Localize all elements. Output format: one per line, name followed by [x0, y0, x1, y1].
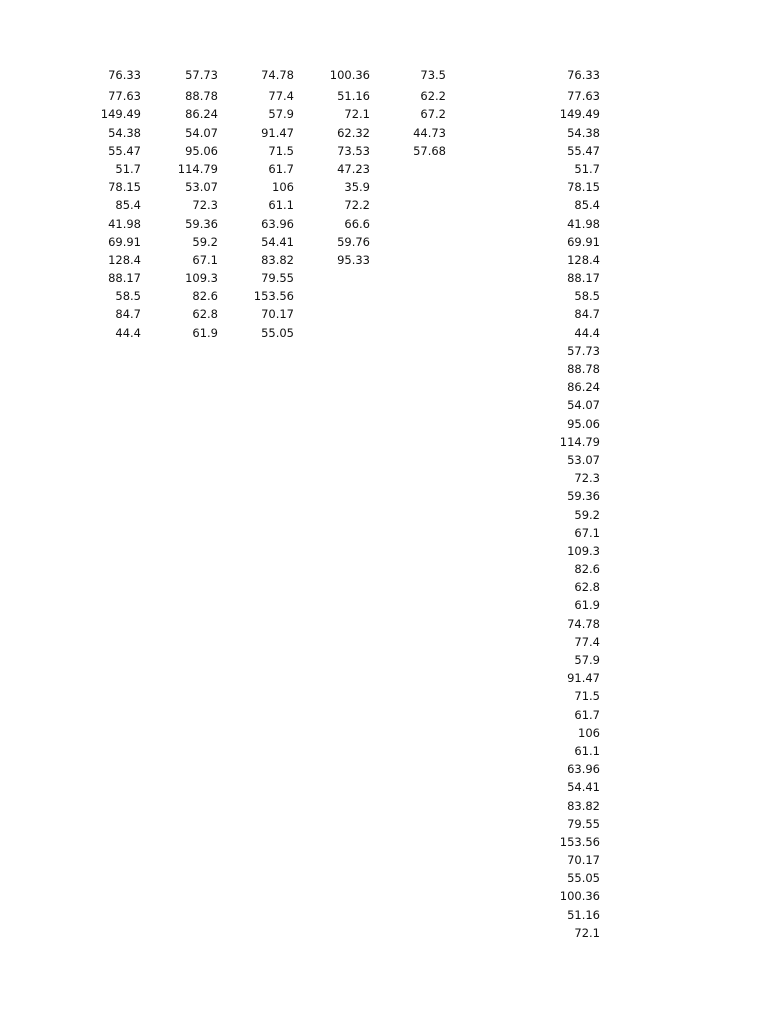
- value-cell: 82.6: [574, 562, 600, 577]
- value-cell: 72.1: [344, 107, 370, 122]
- value-cell: 41.98: [108, 216, 141, 231]
- value-cell: 84.7: [115, 307, 141, 322]
- value-cell: 88.78: [185, 89, 218, 104]
- value-cell: 83.82: [567, 798, 600, 813]
- value-cell: 62.8: [574, 580, 600, 595]
- value-cell: 63.96: [261, 216, 294, 231]
- value-cell: 82.6: [192, 289, 218, 304]
- value-cell: 128.4: [108, 252, 141, 267]
- value-cell: 78.15: [108, 180, 141, 195]
- value-cell: 79.55: [567, 816, 600, 831]
- value-cell: 67.2: [420, 107, 446, 122]
- value-cell: 77.4: [574, 634, 600, 649]
- value-cell: 44.4: [574, 325, 600, 340]
- value-cell: 51.16: [337, 89, 370, 104]
- value-cell: 53.07: [567, 452, 600, 467]
- value-cell: 70.17: [261, 307, 294, 322]
- value-cell: 73.53: [337, 143, 370, 158]
- value-cell: 51.7: [115, 161, 141, 176]
- value-cell: 44.73: [413, 125, 446, 140]
- value-cell: 61.1: [574, 743, 600, 758]
- value-cell: 57.9: [574, 653, 600, 667]
- value-cell: 114.79: [559, 434, 600, 449]
- value-cell: 77.63: [108, 89, 141, 104]
- value-cell: 77.63: [567, 89, 600, 104]
- data-column-5: [356, 66, 446, 160]
- value-cell: 72.1: [574, 925, 600, 940]
- value-cell: 54.38: [108, 125, 141, 140]
- value-cell: 86.24: [567, 380, 600, 395]
- value-cell: 95.06: [567, 416, 600, 431]
- value-cell: 69.91: [567, 234, 600, 249]
- value-cell: 66.6: [344, 216, 370, 231]
- value-cell: 76.33: [108, 68, 141, 82]
- value-cell: 58.5: [574, 289, 600, 304]
- value-cell: 61.7: [574, 707, 600, 722]
- value-cell: 153.56: [253, 289, 294, 304]
- value-cell: 59.2: [574, 507, 600, 522]
- value-cell: 57.73: [185, 68, 218, 82]
- value-cell: 72.3: [574, 471, 600, 486]
- value-cell: 41.98: [567, 216, 600, 231]
- value-cell: 106: [578, 725, 600, 740]
- value-cell: 62.8: [192, 307, 218, 322]
- value-cell: 86.24: [185, 107, 218, 122]
- value-cell: 54.41: [567, 780, 600, 795]
- value-cell: 35.9: [344, 180, 370, 195]
- value-cell: 85.4: [115, 198, 141, 213]
- value-cell: 59.36: [185, 216, 218, 231]
- value-cell: 72.2: [344, 198, 370, 213]
- value-cell: 54.41: [261, 234, 294, 249]
- value-cell: 71.5: [574, 689, 600, 704]
- value-cell: 55.05: [261, 325, 294, 340]
- value-cell: 91.47: [261, 125, 294, 140]
- value-cell: 53.07: [185, 180, 218, 195]
- value-cell: 44.4: [115, 325, 141, 340]
- value-cell: 57.73: [567, 343, 600, 358]
- value-cell: 100.36: [329, 68, 370, 82]
- value-cell: 61.9: [574, 598, 600, 613]
- value-cell: 51.16: [567, 907, 600, 922]
- value-cell: 55.47: [567, 143, 600, 158]
- value-cell: 59.76: [337, 234, 370, 249]
- value-cell: 55.05: [567, 871, 600, 886]
- value-cell: 54.38: [567, 125, 600, 140]
- value-cell: 54.07: [567, 398, 600, 413]
- value-cell: 88.17: [108, 271, 141, 286]
- value-cell: 63.96: [567, 762, 600, 777]
- value-cell: 59.36: [567, 489, 600, 504]
- value-cell: 95.33: [337, 252, 370, 267]
- value-cell: 109.3: [567, 543, 600, 558]
- value-cell: 55.47: [108, 143, 141, 158]
- value-cell: 149.49: [559, 107, 600, 122]
- value-cell: 78.15: [567, 180, 600, 195]
- value-cell: 57.68: [413, 143, 446, 158]
- value-cell: 61.7: [268, 161, 294, 176]
- value-cell: 76.33: [567, 68, 600, 82]
- value-cell: 74.78: [567, 616, 600, 631]
- value-cell: 91.47: [567, 671, 600, 686]
- value-cell: 109.3: [185, 271, 218, 286]
- value-cell: 149.49: [100, 107, 141, 122]
- value-cell: 100.36: [559, 889, 600, 904]
- value-cell: 77.4: [268, 89, 294, 104]
- value-cell: 70.17: [567, 853, 600, 868]
- value-cell: 54.07: [185, 125, 218, 140]
- value-cell: 88.78: [567, 362, 600, 376]
- value-cell: 61.1: [268, 198, 294, 213]
- value-cell: 85.4: [574, 198, 600, 213]
- value-cell: 51.7: [574, 161, 600, 176]
- value-cell: 71.5: [268, 143, 294, 158]
- value-cell: 62.2: [420, 89, 446, 104]
- value-cell: 88.17: [567, 271, 600, 286]
- value-cell: 61.9: [192, 325, 218, 340]
- value-cell: 153.56: [559, 834, 600, 849]
- value-cell: 74.78: [261, 68, 294, 82]
- value-cell: 128.4: [567, 252, 600, 267]
- value-cell: 58.5: [115, 289, 141, 304]
- value-cell: 84.7: [574, 307, 600, 322]
- value-cell: 83.82: [261, 252, 294, 267]
- value-cell: 79.55: [261, 271, 294, 286]
- value-cell: 106: [272, 180, 294, 195]
- value-cell: 59.2: [192, 234, 218, 249]
- value-cell: 47.23: [337, 161, 370, 176]
- value-cell: 69.91: [108, 234, 141, 249]
- value-cell: 62.32: [337, 125, 370, 140]
- value-cell: 72.3: [192, 198, 218, 213]
- value-cell: 57.9: [268, 107, 294, 122]
- value-cell: 114.79: [177, 161, 218, 176]
- value-cell: 73.5: [420, 68, 446, 82]
- data-column-combined: [510, 66, 600, 942]
- value-cell: 95.06: [185, 143, 218, 158]
- value-cell: 67.1: [574, 525, 600, 540]
- value-cell: 67.1: [192, 252, 218, 267]
